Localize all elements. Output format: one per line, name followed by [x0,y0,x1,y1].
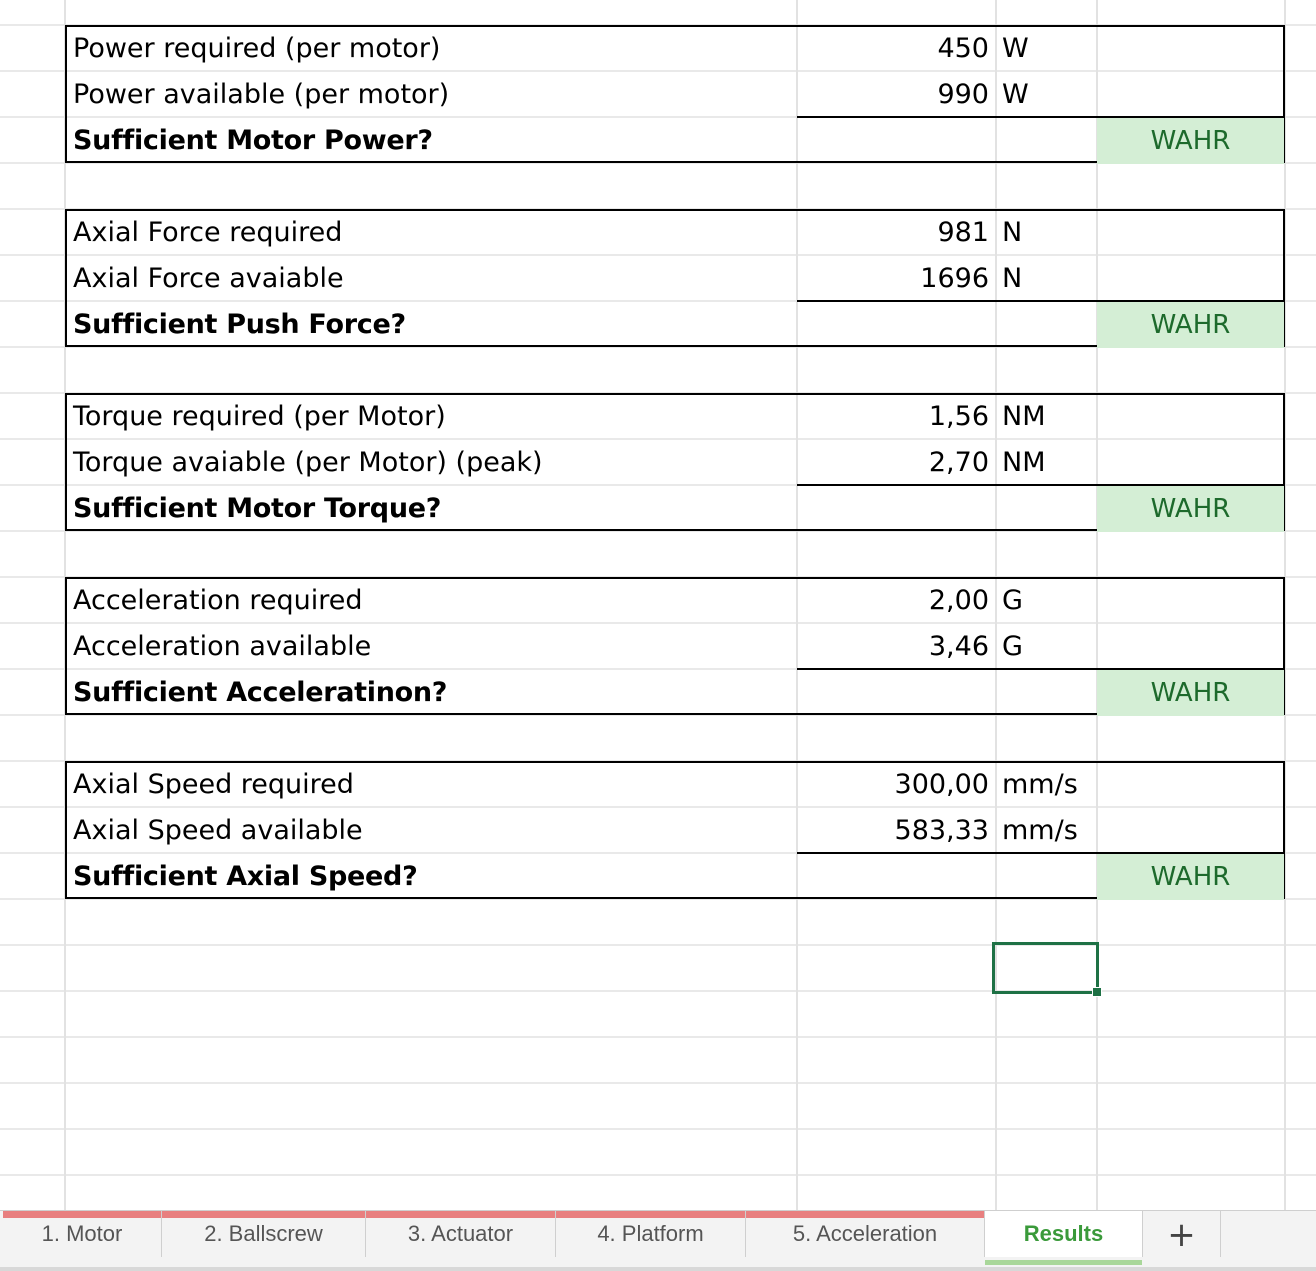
check-row[interactable] [0,118,1316,164]
tab-label: 2. Ballscrew [204,1221,323,1246]
check-label: Sufficient Motor Power? [73,125,433,156]
row-value: 1,56 [928,401,989,432]
row-unit: G [1002,585,1023,616]
table-row[interactable] [0,808,1316,854]
check-label: Sufficient Motor Torque? [73,493,442,524]
row-value: 2,70 [928,447,989,478]
check-label: Sufficient Axial Speed? [73,861,418,892]
row-value: 583,33 [894,815,989,846]
row-label: Axial Force avaiable [73,263,344,294]
add-sheet-button[interactable]: + [1143,1211,1221,1257]
check-row[interactable] [0,854,1316,900]
row-value: 450 [937,33,989,64]
sheet-tab-actuator[interactable] [366,1211,556,1257]
tab-color-strip [366,1211,555,1218]
table-row[interactable] [0,72,1316,118]
table-row[interactable] [0,210,1316,256]
row-unit: NM [1002,447,1046,478]
tab-label: 1. Motor [41,1221,123,1246]
tab-color-strip [162,1211,365,1218]
row-unit: N [1002,217,1023,248]
row-value: 1696 [920,263,989,294]
row-unit: W [1002,33,1029,64]
tab-label: 3. Actuator [407,1221,514,1246]
tab-label: 4. Platform [597,1221,704,1246]
row-label: Power available (per motor) [73,79,450,110]
row-unit: NM [1002,401,1046,432]
row-unit: G [1002,631,1023,662]
table-row[interactable] [0,440,1316,486]
table-row[interactable] [0,578,1316,624]
active-tab-underline [985,1260,1142,1265]
row-label: Axial Speed required [73,769,354,800]
table-row[interactable] [0,394,1316,440]
check-label: Sufficient Push Force? [73,309,406,340]
tab-bar-bottom-border [0,1267,1316,1271]
fill-handle[interactable] [1092,987,1102,997]
sheet-tab-motor[interactable] [3,1211,162,1257]
row-value: 3,46 [928,631,989,662]
check-result-badge: WAHR [1097,486,1284,532]
tab-label: 5. Acceleration [792,1221,938,1246]
check-label: Sufficient Acceleratinon? [73,677,448,708]
sheet-tab-platform[interactable] [556,1211,746,1257]
sheet-tab-ballscrew[interactable] [162,1211,366,1257]
check-row[interactable] [0,486,1316,532]
row-value: 981 [937,217,989,248]
row-unit: mm/s [1002,815,1078,846]
row-value: 2,00 [928,585,989,616]
tab-color-strip [746,1211,984,1218]
tab-color-strip [556,1211,745,1218]
check-row[interactable] [0,302,1316,348]
tab-label: Results [1023,1221,1104,1246]
sheet-tab-acceleration[interactable] [746,1211,985,1257]
row-value: 300,00 [894,769,989,800]
check-result-badge: WAHR [1097,118,1284,164]
row-unit: W [1002,79,1029,110]
check-row[interactable] [0,670,1316,716]
row-label: Torque required (per Motor) [73,401,446,432]
row-label: Axial Force required [73,217,343,248]
row-unit: mm/s [1002,769,1078,800]
row-unit: N [1002,263,1023,294]
table-row[interactable] [0,26,1316,72]
row-label: Acceleration available [73,631,372,662]
selected-cell[interactable] [992,942,1099,994]
table-row[interactable] [0,762,1316,808]
sheet-tab-bar [0,1210,1316,1271]
row-label: Torque avaiable (per Motor) (peak) [73,447,543,478]
sheet-tab-results[interactable] [985,1211,1143,1257]
table-row[interactable] [0,256,1316,302]
check-result-badge: WAHR [1097,670,1284,716]
check-result-badge: WAHR [1097,302,1284,348]
row-label: Acceleration required [73,585,363,616]
table-row[interactable] [0,624,1316,670]
check-result-badge: WAHR [1097,854,1284,900]
row-label: Power required (per motor) [73,33,441,64]
row-label: Axial Speed available [73,815,363,846]
row-value: 990 [937,79,989,110]
tab-color-strip [3,1211,161,1218]
